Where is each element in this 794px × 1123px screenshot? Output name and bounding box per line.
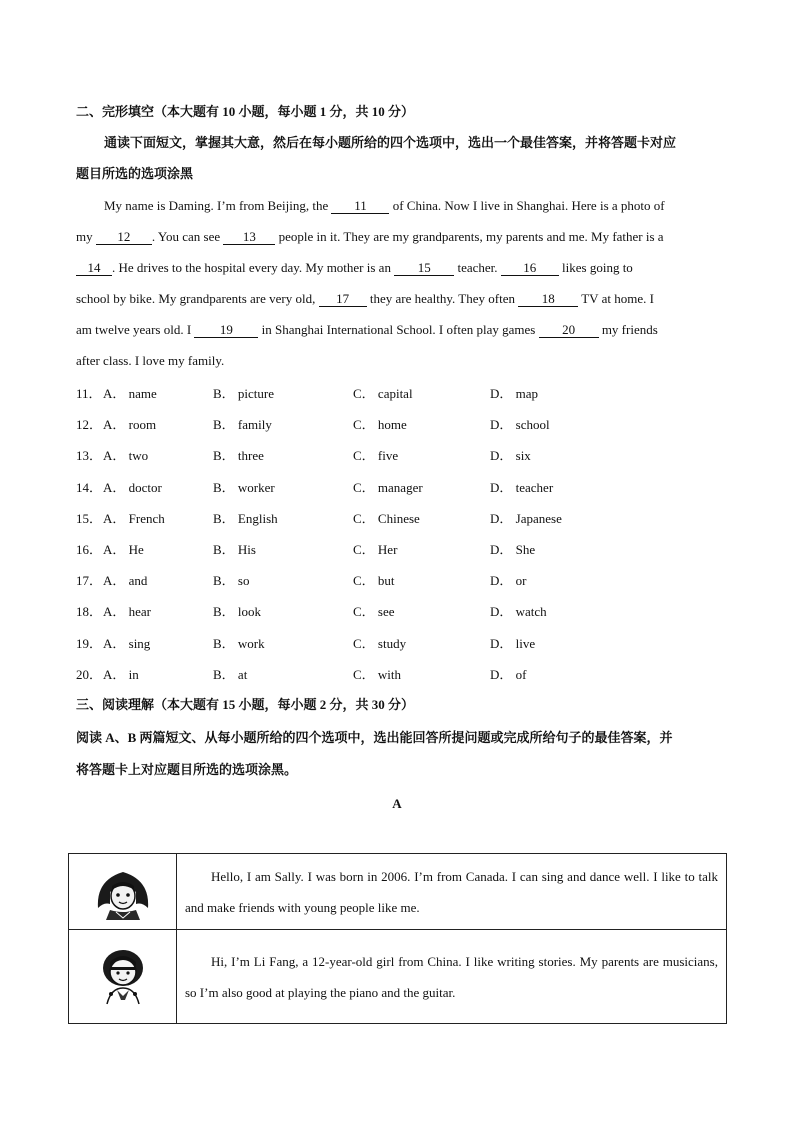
question-row (76, 384, 716, 404)
option-d: D． six (490, 448, 531, 464)
section3-heading: 三、阅读理解（本大题有 15 小题，每小题 2 分，共 30 分） (76, 697, 415, 712)
passage-text: My name is Daming. I’m from Beijing, the (104, 198, 332, 213)
option-a: A． and (103, 573, 148, 589)
option-c: C． Chinese (353, 510, 420, 526)
part-title: A (392, 796, 402, 811)
question-number: 12． (76, 417, 103, 433)
section2-heading: 二、完形填空（本大题有 10 小题，每小题 1 分，共 10 分） (76, 104, 415, 119)
option-c: C． manager (353, 479, 423, 495)
question-row (76, 478, 716, 498)
section2-instruction-1: 通读下面短文，掌握其大意，然后在每小题所给的四个选项中，选出一个最佳答案，并将答题卡对应 (104, 135, 677, 150)
blank-18: 18 (518, 292, 578, 307)
option-c: C． see (353, 604, 395, 620)
option-a: A． He (103, 542, 144, 557)
blank-12: 12 (96, 230, 152, 245)
passage-text: . You can see (151, 229, 224, 244)
blank-19: 19 (194, 323, 258, 338)
passage-line-5 (76, 321, 658, 339)
option-a: A． two (103, 448, 149, 464)
sally-text: Hello, I am Sally. I was born in 2006. I’m from Canada. I can sing and dance well. I like to talk and make friends with young people like me. (185, 868, 718, 915)
passage-line-6: after class. I love my family. (76, 353, 225, 368)
question-row (76, 540, 716, 560)
option-b: B． His (213, 542, 256, 557)
option-a: A． sing (103, 635, 151, 651)
option-d: D． teacher (490, 479, 554, 495)
option-a: A． French (103, 510, 165, 526)
passage-text: they are healthy. They often (366, 291, 519, 306)
passage-text: . He drives to the hospital every day. My mother is an (112, 260, 395, 275)
question-row (76, 602, 716, 622)
option-b: B． family (213, 417, 272, 433)
section3-instruction-2: 将答题卡上对应题目所选的选项涂黑。 (76, 762, 298, 777)
passage-text: am twelve years old. I (76, 322, 195, 337)
question-number: 20． (76, 666, 103, 682)
option-d: D． Japanese (490, 510, 562, 526)
blank-11: 11 (331, 199, 389, 214)
option-b: B． worker (213, 479, 275, 495)
question-row (76, 634, 716, 654)
option-d: D． She (490, 542, 536, 557)
question-number: 14． (76, 479, 103, 495)
question-number: 18． (76, 604, 103, 620)
option-b: B． picture (213, 386, 275, 401)
question-row (76, 509, 716, 529)
passage-text: school by bike. My grandparents are very old, (76, 291, 319, 306)
option-d: D． or (490, 573, 527, 589)
section2-instruction-2: 题目所选的选项涂黑 (76, 166, 194, 181)
option-c: C． with (353, 666, 402, 682)
profile-row (69, 930, 727, 1024)
passage-line-3 (76, 259, 633, 277)
option-c: C． Her (353, 542, 398, 557)
option-c: C． five (353, 448, 399, 464)
question-number: 11． (76, 386, 102, 401)
option-c: C． study (353, 635, 407, 651)
question-row (76, 571, 716, 591)
sally-text-cell (177, 854, 727, 930)
option-d: D． watch (490, 604, 547, 620)
passage-text: people in it. They are my grandparents, my parents and me. My father is a (275, 229, 664, 244)
blank-16: 16 (501, 261, 559, 276)
option-a: A． hear (103, 604, 152, 620)
blank-17: 17 (319, 292, 367, 307)
option-d: D． live (490, 635, 536, 651)
blank-15: 15 (394, 261, 454, 276)
option-b: B． three (213, 448, 264, 464)
option-b: B． English (213, 510, 278, 526)
option-d: D． school (490, 417, 550, 433)
option-c: C． but (353, 573, 395, 589)
question-row (76, 446, 716, 466)
option-a: A． name (103, 386, 157, 401)
question-number: 15． (76, 510, 103, 526)
passage-line-2 (76, 228, 664, 246)
passage-text: my friends (598, 322, 658, 337)
lifang-text-cell (177, 930, 727, 1024)
profiles-table (68, 853, 727, 1024)
option-b: B． at (213, 666, 248, 682)
option-c: C． capital (353, 386, 413, 401)
option-d: D． of (490, 666, 527, 682)
sally-portrait (69, 854, 177, 930)
girl-portrait-icon (95, 944, 151, 1010)
option-a: A． room (103, 417, 157, 433)
question-number: 16． (76, 542, 103, 557)
option-b: B． so (213, 573, 250, 589)
option-a: A． doctor (103, 479, 162, 495)
section3-instruction-1: 阅读 A、B 两篇短文、从每小题所给的四个选项中，选出能回答所提问题或完成所给句子的最佳答案，并 (76, 730, 673, 745)
blank-20: 20 (539, 323, 599, 338)
lifang-text: Hi, I’m Li Fang, a 12-year-old girl from China. I like writing stories. My parents are musicians, so I’m also good at playing the piano and the guitar. (185, 953, 718, 1000)
blank-14: 14 (76, 261, 112, 276)
passage-text: in Shanghai International School. I often play games (258, 322, 539, 337)
girl-portrait-icon (92, 862, 154, 922)
option-a: A． in (103, 666, 139, 682)
question-number: 17． (76, 573, 103, 589)
passage-line-4 (76, 290, 654, 308)
question-number: 19． (76, 635, 103, 651)
option-d: D． map (490, 386, 539, 401)
passage-text: TV at home. I (578, 291, 654, 306)
option-b: B． work (213, 635, 265, 651)
lifang-portrait (69, 930, 177, 1024)
passage-text: my (76, 229, 96, 244)
profile-row (69, 854, 727, 930)
question-row (76, 665, 716, 685)
option-b: B． look (213, 604, 262, 620)
option-c: C． home (353, 417, 407, 433)
passage-line-1 (104, 197, 665, 215)
question-row (76, 415, 716, 435)
passage-text: likes going to (558, 260, 633, 275)
passage-text: of China. Now I live in Shanghai. Here is a photo of (389, 198, 665, 213)
blank-13: 13 (223, 230, 275, 245)
passage-text: teacher. (454, 260, 501, 275)
question-number: 13． (76, 448, 103, 464)
